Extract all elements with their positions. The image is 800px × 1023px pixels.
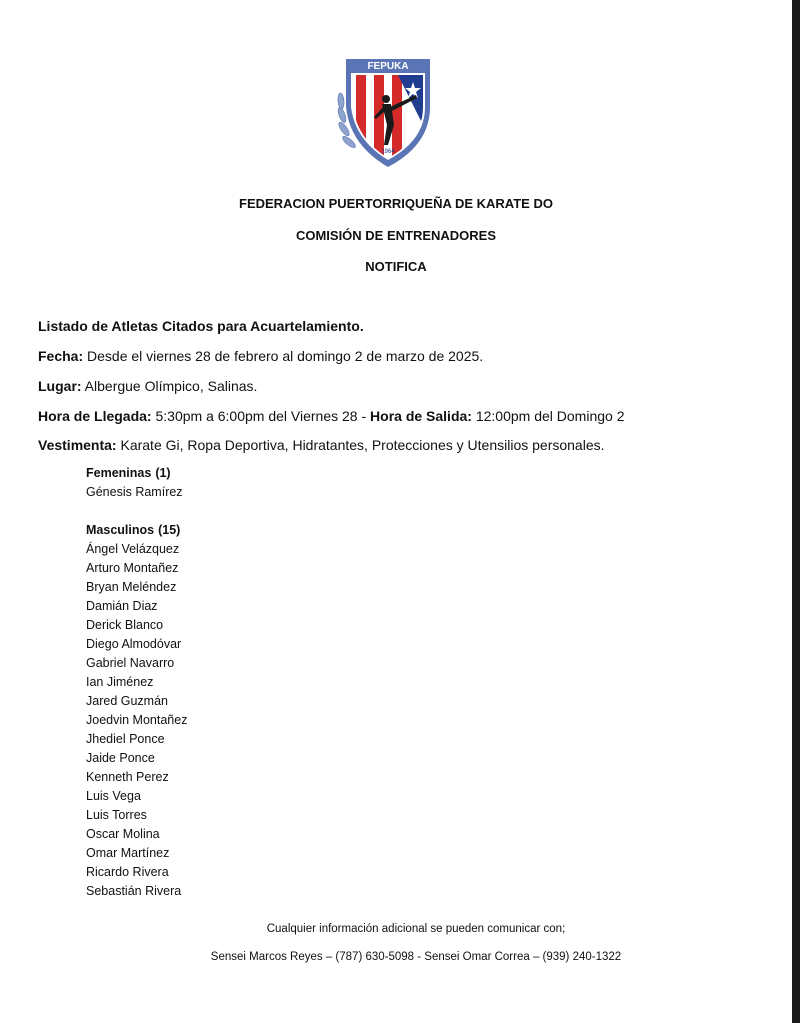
athlete-name: Damián Diaz [86,599,158,613]
athlete-name: Kenneth Perez [86,770,169,784]
male-athletes-group [86,521,187,901]
athlete-name: Jaide Ponce [86,751,155,765]
athlete-name: Derick Blanco [86,618,164,632]
athlete-name: Joedvin Montañez [86,713,188,727]
male-group-title [86,521,187,540]
attire-line [38,437,605,453]
male-title-label: Masculinos [86,523,155,537]
athlete-name: Oscar Molina [86,827,160,841]
athlete-name: Ricardo Rivera [86,865,169,879]
athlete-name: Omar Martínez [86,846,170,860]
athlete-name: Diego Almodóvar [86,637,182,651]
place-label: Lugar: [38,378,82,394]
female-count: (1) [155,466,171,480]
male-count: (15) [158,523,181,537]
footer-info: Cualquier información adicional se pueden comunicar con; [266,923,566,935]
date-label: Fecha: [38,348,84,364]
federation-title: FEDERACION PUERTORRIQUEÑA DE KARATE DO [239,196,553,211]
female-title-label: Femeninas [86,466,152,480]
athlete-name: Arturo Montañez [86,561,179,575]
female-group-title [86,464,183,483]
fepuka-shield-icon [336,55,436,171]
athlete-name: Génesis Ramírez [86,485,183,499]
female-athletes-group [86,464,183,502]
fepuka-logo [336,55,436,171]
attire-label: Vestimenta: [38,437,117,453]
footer-contacts: Sensei Marcos Reyes – (787) 630-5098 - Sensei Omar Correa – (939) 240-1322 [210,951,622,963]
logo-year: 1964 [381,149,395,155]
date-value: Desde el viernes 28 de febrero al domingo 2 de marzo de 2025. [83,348,484,364]
commission-title: COMISIÓN DE ENTRENADORES [295,228,497,243]
athlete-name: Jhediel Ponce [86,732,165,746]
schedule-line [38,408,625,424]
page-edge-bar [792,0,800,1023]
listing-heading: Listado de Atletas Citados para Acuartelamiento. [38,318,364,334]
departure-label: Hora de Salida: [370,408,472,424]
notice-title: NOTIFICA [365,259,427,274]
arrival-value: 5:30pm a 6:00pm del Viernes 28 - [151,408,371,424]
athlete-name: Ángel Velázquez [86,542,180,556]
athlete-name: Bryan Meléndez [86,580,177,594]
departure-value: 12:00pm del Domingo 2 [471,408,625,424]
athlete-name: Jared Guzmán [86,694,168,708]
athlete-name: Ian Jiménez [86,675,154,689]
athlete-name: Gabriel Navarro [86,656,175,670]
place-value: Albergue Olímpico, Salinas. [81,378,258,394]
arrival-label: Hora de Llegada: [38,408,152,424]
logo-text: FEPUKA [367,61,409,72]
place-line [38,378,257,394]
athlete-name: Luis Vega [86,789,141,803]
athlete-name: Luis Torres [86,808,147,822]
athlete-name: Sebastián Rivera [86,884,182,898]
attire-value: Karate Gi, Ropa Deportiva, Hidratantes, Protecciones y Utensilios personales. [116,437,605,453]
date-line [38,348,483,364]
